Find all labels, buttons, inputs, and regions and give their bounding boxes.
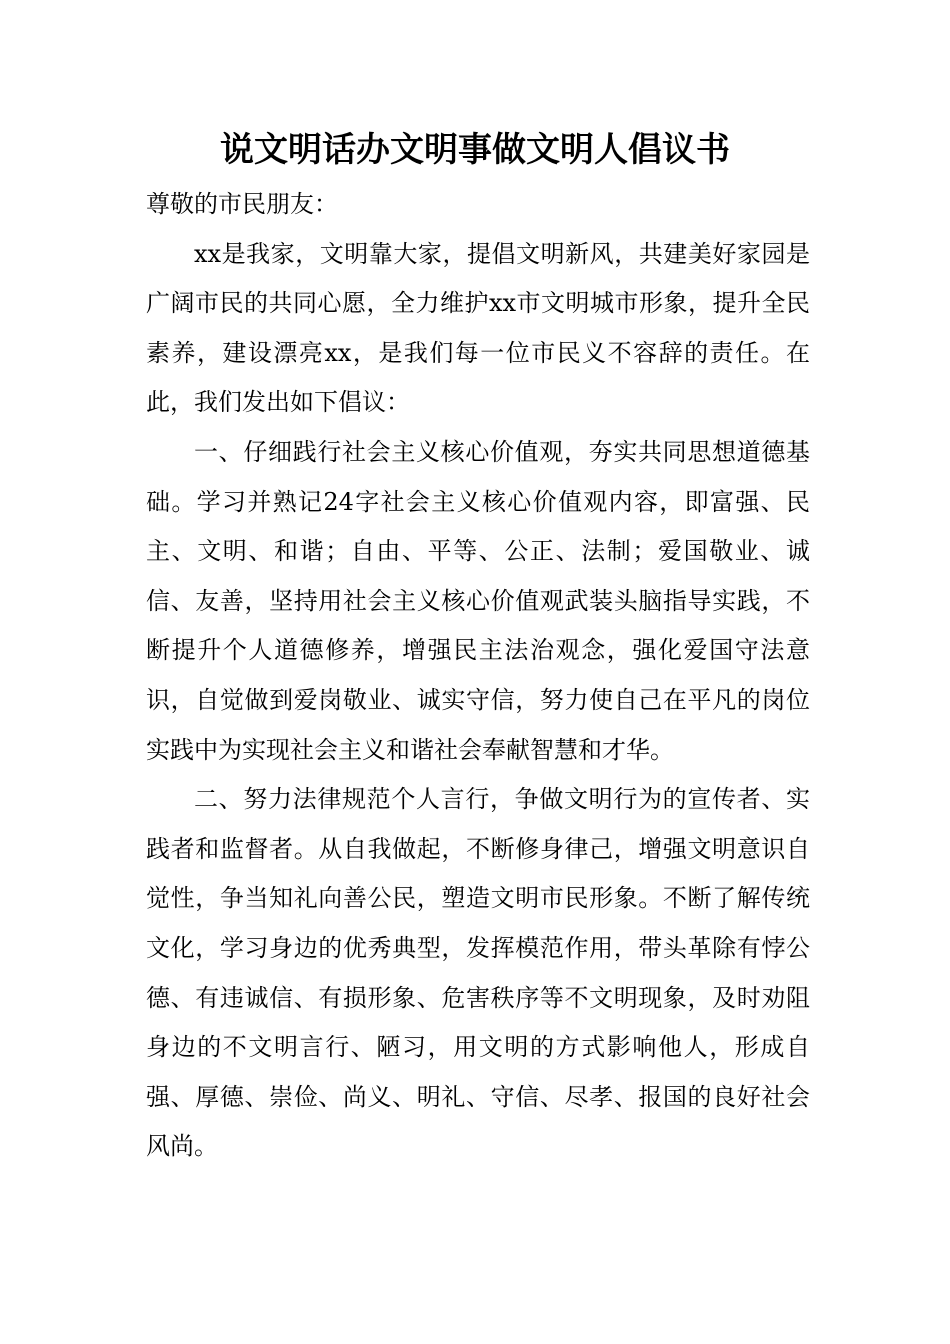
salutation: 尊敬的市民朋友： — [146, 190, 338, 218]
paragraph-intro: xx是我家，文明靠大家，提倡文明新风，共建美好家园是广阔市民的共同心愿，全力维护xx市文明城市形象，提升全民素养，建设漂亮xx，是我们每一位市民义不容辞的责任。在此，我们发出如下倡议： — [146, 239, 810, 417]
paragraph-proposal-1: 一、仔细践行社会主义核心价值观，夯实共同思想道德基础。学习并熟记24字社会主义核心价值观内容，即富强、民主、文明、和谐；自由、平等、公正、法制；爱国敬业、诚信、友善，坚持用社会主义核心价值观武装头脑指导实践，不断提升个人道德修养，增强民主法治观念，强化爱国守法意识，自觉做到爱岗敬业、诚实守信，努力使自己在平凡的岗位实践中为实现社会主义和谐社会奉献智慧和才华。 — [146, 437, 810, 764]
document-title: 说文明话办文明事做文明人倡议书 — [220, 130, 730, 170]
paragraph-proposal-2: 二、努力法律规范个人言行，争做文明行为的宣传者、实践者和监督者。从自我做起，不断修身律己，增强文明意识自觉性，争当知礼向善公民，塑造文明市民形象。不断了解传统文化，学习身边的优秀典型，发挥模范作用，带头革除有悖公德、有违诚信、有损形象、危害秩序等不文明现象，及时劝阻身边的不文明言行、陋习，用文明的方式影响他人，形成自强、厚德、崇俭、尚义、明礼、守信、尽孝、报国的良好社会风尚。 — [146, 785, 810, 1161]
document-body — [146, 180, 810, 1172]
